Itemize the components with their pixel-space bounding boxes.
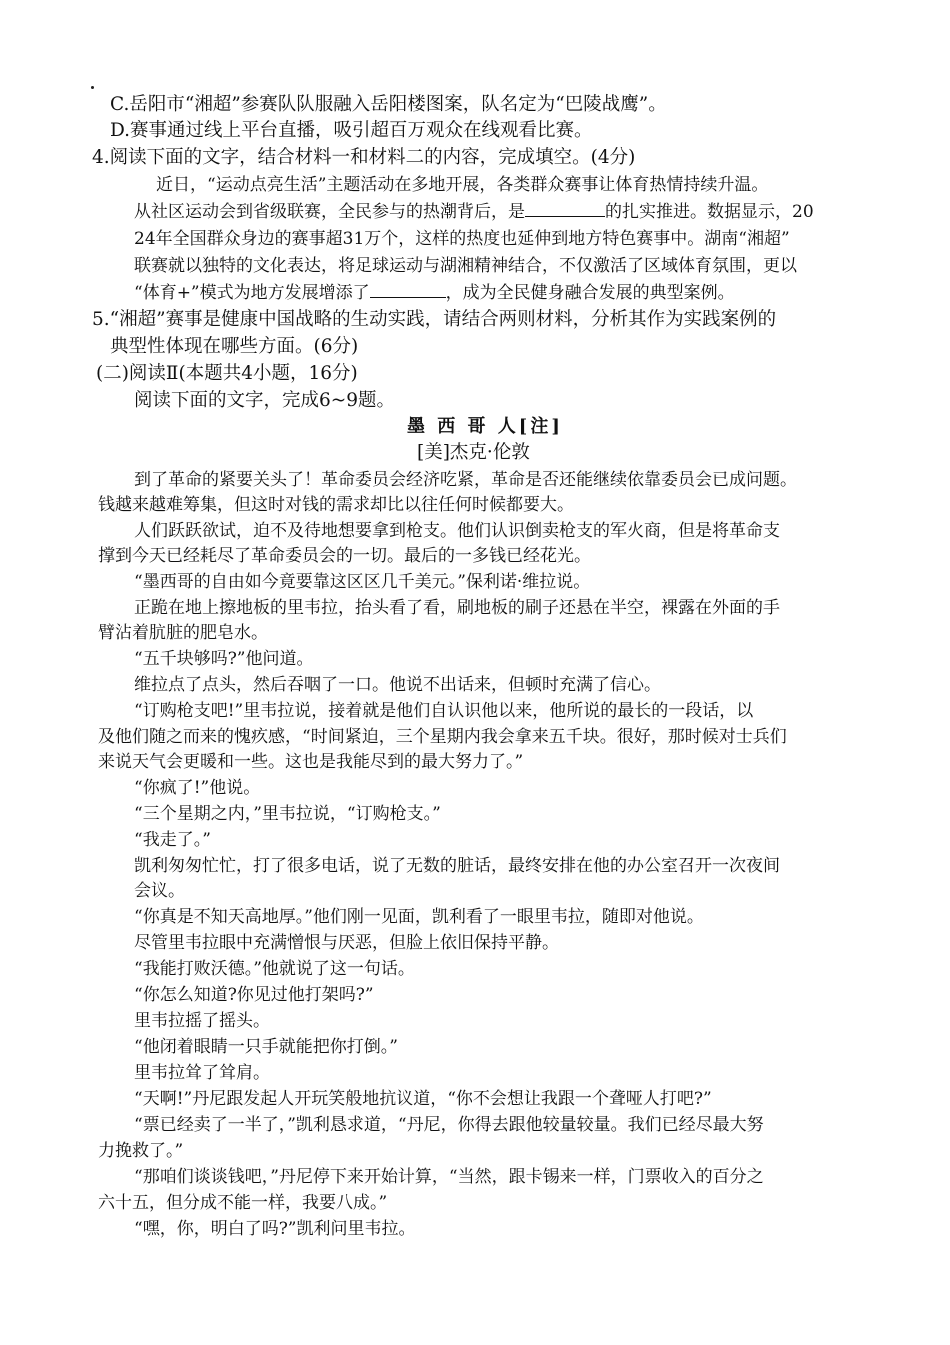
story-line: 到了革命的紧要关头了！革命委员会经济吃紧，革命是否还能继续依靠委员会已成问题。 (134, 470, 797, 490)
story-line: 钱越来越难筹集，但这时对钱的需求却比以往任何时候都要大。 (98, 495, 574, 515)
story-line: “嘿，你，明白了吗?”凯利问里韦拉。 (134, 1219, 416, 1239)
section-heading: (二)阅读Ⅱ(本题共4小题，16分) (96, 363, 358, 384)
story-title: 墨 西 哥 人[注] (407, 416, 563, 437)
story-line: “票已经卖了一半了，”凯利恳求道，“丹尼，你得去跟他较量较量。我们已经尽最大努 (134, 1115, 764, 1135)
story-line: 里韦拉耸了耸肩。 (134, 1063, 270, 1083)
option-c: C.岳阳市“湘超”参赛队队服融入岳阳楼图案，队名定为“巴陵战鹰”。 (110, 94, 667, 115)
q4-passage-text: ，成为全民健身融合发展的典型案例。 (445, 283, 735, 303)
story-line: “你怎么知道?你见过他打架吗?” (134, 985, 374, 1005)
story-line: “我走了。” (134, 830, 211, 850)
story-line: 凯利匆匆忙忙，打了很多电话，说了无数的脏话，最终安排在他的办公室召开一次夜间 (134, 856, 780, 876)
story-line: 人们跃跃欲试，迫不及待地想要拿到枪支。他们认识倒卖枪支的军火商，但是将革命支 (134, 521, 780, 541)
story-line: 臂沾着肮脏的肥皂水。 (98, 623, 268, 643)
story-line: “你真是不知天高地厚。”他们刚一见面，凯利看了一眼里韦拉，随即对他说。 (134, 907, 704, 927)
q4-passage-line (134, 201, 814, 223)
story-line: 里韦拉摇了摇头。 (134, 1011, 270, 1031)
story-line: “订购枪支吧!”里韦拉说，接着就是他们自认识他以来，他所说的最长的一段话，以 (134, 701, 754, 721)
story-line: 尽管里韦拉眼中充满憎恨与厌恶，但脸上依旧保持平静。 (134, 933, 559, 953)
question-5-line: 典型性体现在哪些方面。(6分) (110, 336, 359, 357)
q4-passage-line: 24年全国群众身边的赛事超31万个，这样的热度也延伸到地方特色赛事中。湖南“湘超” (134, 229, 790, 249)
story-line: “那咱们谈谈钱吧，”丹尼停下来开始计算，“当然，跟卡锡来一样，门票收入的百分之 (134, 1167, 764, 1187)
story-line: “墨西哥的自由如今竟要靠这区区几千美元。”保利诺·维拉说。 (134, 572, 591, 592)
story-line: 及他们随之而来的愧疚感，“时间紧迫，三个星期内我会拿来五千块。很好，那时候对士兵们 (98, 727, 787, 747)
fill-blank-2[interactable] (370, 297, 446, 298)
q4-passage-line (134, 282, 735, 304)
story-line: 撑到今天已经耗尽了革命委员会的一切。最后的一多钱已经花光。 (98, 546, 591, 566)
q4-passage-text: 从社区运动会到省级联赛，全民参与的热潮背后，是 (134, 202, 525, 222)
story-line: 六十五，但分成不能一样，我要八成。” (98, 1193, 388, 1213)
story-author: [美]杰克·伦敦 (417, 442, 530, 463)
story-line: 会议。 (134, 881, 185, 901)
story-line: “我能打败沃德。”他就说了这一句话。 (134, 959, 415, 979)
margin-dot (91, 86, 94, 89)
q4-passage-text: “体育+”模式为地方发展增添了 (134, 283, 370, 303)
question-5-line: 5.“湘超”赛事是健康中国战略的生动实践，请结合两则材料，分析其作为实践案例的 (92, 309, 777, 330)
option-d: D.赛事通过线上平台直播，吸引超百万观众在线观看比赛。 (110, 120, 593, 141)
story-line: 力挽救了。” (98, 1141, 184, 1161)
story-line: 来说天气会更暖和一些。这也是我能尽到的最大努力了。” (98, 752, 524, 772)
story-line: “五千块够吗?”他问道。 (134, 649, 314, 669)
story-line: “三个星期之内，”里韦拉说，“订购枪支。” (134, 804, 441, 824)
q4-passage-line: 近日，“运动点亮生活”主题活动在多地开展，各类群众赛事让体育热情持续升温。 (156, 175, 769, 195)
q4-passage-text: 的扎实推进。数据显示，20 (605, 202, 814, 222)
story-line: 维拉点了点头，然后吞咽了一口。他说不出话来，但顿时充满了信心。 (134, 675, 661, 695)
fill-blank-1[interactable] (525, 216, 605, 217)
story-line: 正跪在地上擦地板的里韦拉，抬头看了看，刷地板的刷子还悬在半空，裸露在外面的手 (134, 598, 780, 618)
section-instruction: 阅读下面的文字，完成6~9题。 (134, 390, 396, 411)
story-line: “他闭着眼睛一只手就能把你打倒。” (134, 1037, 398, 1057)
q4-passage-line: 联赛就以独特的文化表达，将足球运动与湖湘精神结合，不仅激活了区域体育氛围，更以 (134, 256, 797, 276)
story-line: “天啊!”丹尼跟发起人开玩笑般地抗议道，“你不会想让我跟一个聋哑人打吧?” (134, 1089, 712, 1109)
story-line: “你疯了!”他说。 (134, 778, 261, 798)
question-4-stem: 4.阅读下面的文字，结合材料一和材料二的内容，完成填空。(4分) (92, 147, 636, 168)
